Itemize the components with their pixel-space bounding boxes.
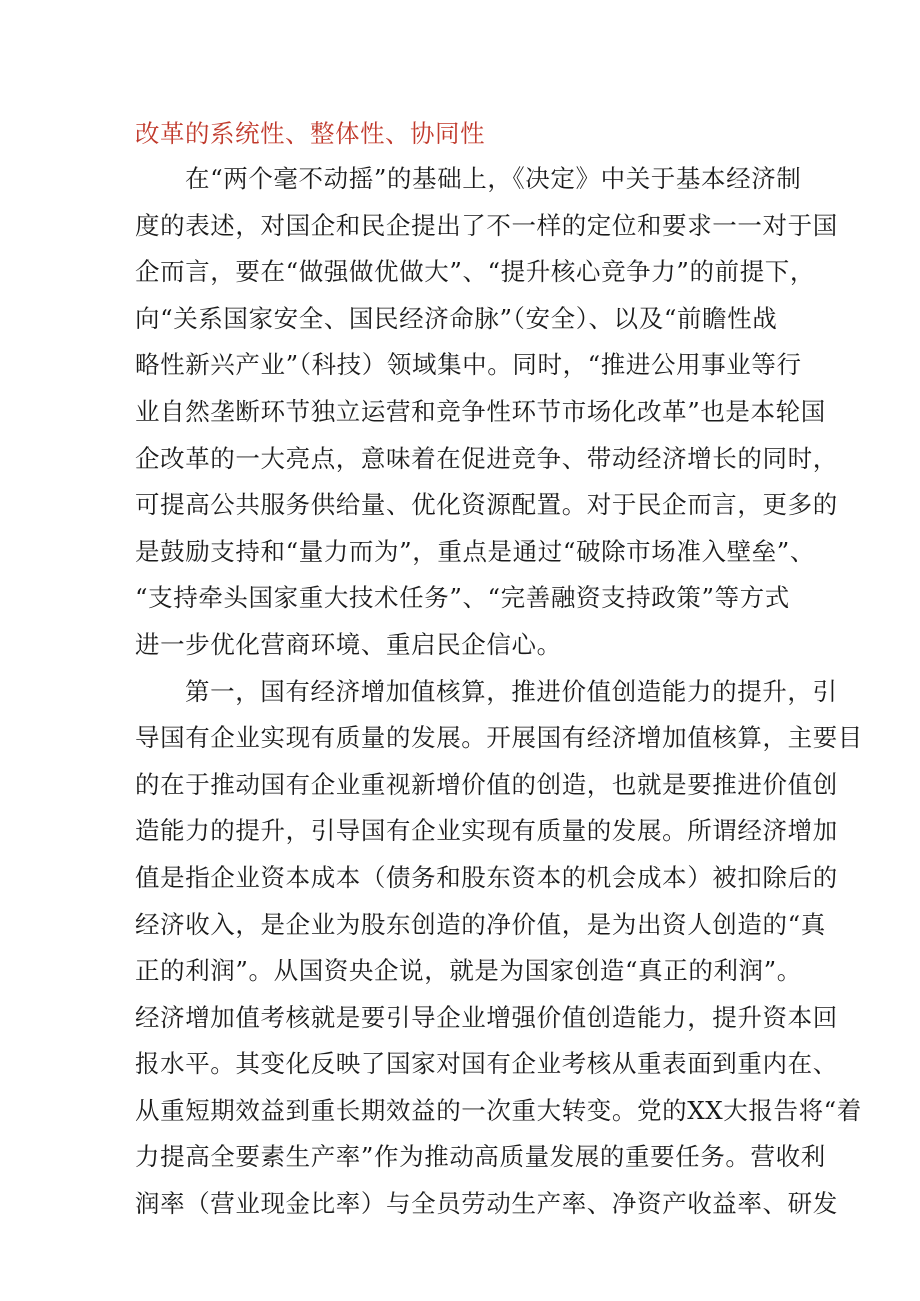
paragraph-1 bbox=[135, 156, 838, 669]
paragraph-2 bbox=[135, 669, 863, 1228]
paragraph-line: 从重短期效益到重长期效益的一次重大转变。党的XX大报告将“着 bbox=[135, 1095, 862, 1125]
paragraph-line: 力提高全要素生产率”作为推动高质量发展的重要任务。营收利 bbox=[135, 1142, 826, 1172]
paragraph-line: 在“两个毫不动摇”的基础上，《决定》中关于基本经济制 bbox=[185, 164, 802, 193]
paragraph-line: “支持牵头国家重大技术任务”、“完善融资支持政策”等方式 bbox=[135, 583, 790, 613]
paragraph-line: 报水平。其变化反映了国家对国有企业考核从重表面到重内在、 bbox=[135, 1049, 838, 1079]
paragraph-line: 进一步优化营商环境、重启民企信心。 bbox=[135, 629, 562, 659]
paragraph-line: 的在于推动国有企业重视新增价值的创造，也就是要推进价值创 bbox=[135, 769, 838, 799]
paragraph-line: 企改革的一大亮点，意味着在促进竞争、带动经济增长的同时， bbox=[135, 443, 838, 473]
paragraph-line: 业自然垄断环节独立运营和竞争性环节市场化改革”也是本轮国 bbox=[135, 396, 826, 426]
document-body bbox=[135, 112, 863, 1228]
paragraph-line: 企而言，要在“做强做优做大”、“提升核心竞争力”的前提下， bbox=[135, 257, 815, 287]
paragraph-line: 导国有企业实现有质量的发展。开展国有经济增加值核算，主要目 bbox=[135, 723, 863, 753]
paragraph-line: 正的利润”。从国资央企说，就是为国家创造“真正的利润”。 bbox=[135, 956, 802, 986]
paragraph-line: 度的表述，对国企和民企提出了不一样的定位和要求一一对于国 bbox=[135, 210, 838, 240]
paragraph-line: 第一，国有经济增加值核算，推进价值创造能力的提升，引 bbox=[185, 676, 838, 706]
paragraph-line: 略性新兴产业”（科技）领域集中。同时，“推进公用事业等行 bbox=[135, 350, 802, 380]
paragraph-line: 经济增加值考核就是要引导企业增强价值创造能力，提升资本回 bbox=[135, 1002, 838, 1032]
paragraph-line: 润率（营业现金比率）与全员劳动生产率、净资产收益率、研发 bbox=[135, 1189, 838, 1219]
paragraph-line: 可提高公共服务供给量、优化资源配置。对于民企而言，更多的 bbox=[135, 490, 838, 520]
paragraph-line: 经济收入，是企业为股东创造的净价值，是为出资人创造的“真 bbox=[135, 909, 826, 939]
paragraph-line: 值是指企业资本成本（债务和股东资本的机会成本）被扣除后的 bbox=[135, 862, 838, 892]
paragraph-line: 是鼓励支持和“量力而为”，重点是通过“破除市场准入壁垒”、 bbox=[135, 536, 815, 566]
paragraph-line: 造能力的提升，引导国有企业实现有质量的发展。所谓经济增加 bbox=[135, 816, 838, 846]
paragraph-line: 向“关系国家安全、国民经济命脉”（安全）、以及“前瞻性战 bbox=[135, 303, 778, 333]
section-heading: 改革的系统性、整体性、协同性 bbox=[135, 119, 485, 148]
